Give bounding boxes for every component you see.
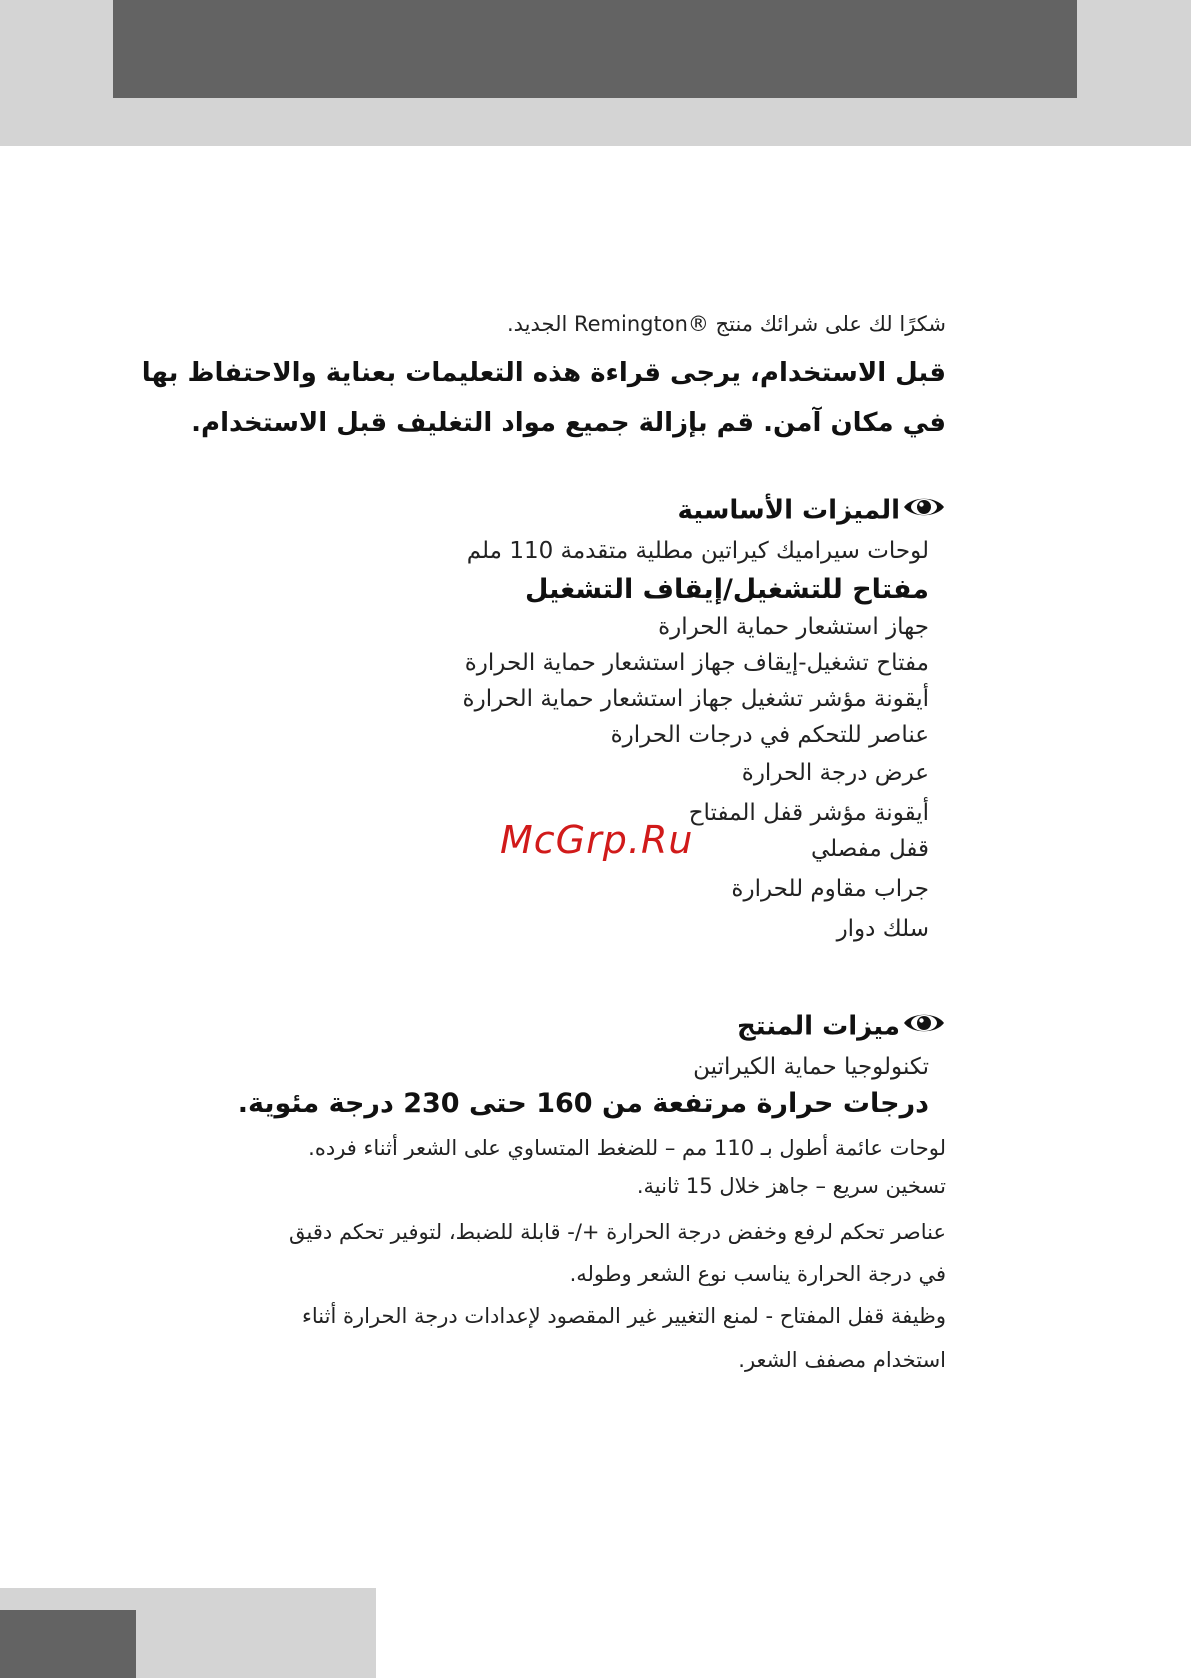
key-feature-item: أيقونة مؤشر تشغيل جهاز استشعار حماية الحرارة	[462, 686, 929, 712]
key-feature-item: جراب مقاوم للحرارة	[731, 876, 929, 902]
product-features-heading	[737, 1010, 946, 1044]
product-feature-item: درجات حرارة مرتفعة من 160 حتى 230 درجة مئوية.	[237, 1088, 929, 1119]
product-feature-paragraph: تسخين سريع – جاهز خلال 15 ثانية.	[636, 1174, 946, 1198]
key-feature-item: مفتاح تشغيل-إيقاف جهاز استشعار حماية الحرارة	[464, 650, 929, 676]
product-feature-paragraph: في درجة الحرارة يناسب نوع الشعر وطوله.	[569, 1262, 946, 1286]
footer-tab-dark	[0, 1610, 136, 1678]
product-feature-item: تكنولوجيا حماية الكيراتين	[693, 1054, 929, 1080]
instructions-line-2: في مكان آمن. قم بإزالة جميع مواد التغليف قبل الاستخدام.	[191, 408, 946, 438]
key-feature-item: لوحات سيراميك كيراتين مطلية متقدمة 110 ملم	[466, 538, 929, 564]
eye-icon	[902, 494, 946, 528]
key-feature-item: عناصر للتحكم في درجات الحرارة	[610, 722, 929, 748]
key-feature-item: سلك دوار	[836, 916, 929, 942]
key-features-heading	[677, 494, 946, 528]
product-feature-paragraph: استخدام مصفف الشعر.	[738, 1348, 946, 1372]
eye-icon	[902, 1010, 946, 1044]
key-feature-item: جهاز استشعار حماية الحرارة	[658, 614, 929, 640]
product-feature-paragraph: لوحات عائمة أطول بـ 110 مم – للضغط المتساوي على الشعر أثناء فرده.	[308, 1136, 946, 1160]
product-feature-paragraph: وظيفة قفل المفتاح - لمنع التغيير غير المقصود لإعدادات درجة الحرارة أثناء	[302, 1304, 946, 1328]
instructions-line-1: قبل الاستخدام، يرجى قراءة هذه التعليمات بعناية والاحتفاظ بها	[141, 358, 946, 388]
key-features-title: الميزات الأساسية	[677, 495, 900, 526]
key-feature-item: قفل مفصلي	[810, 836, 929, 862]
key-feature-item: أيقونة مؤشر قفل المفتاح	[688, 800, 929, 826]
key-feature-item: مفتاح للتشغيل/إيقاف التشغيل	[524, 574, 929, 605]
product-feature-paragraph: عناصر تحكم لرفع وخفض درجة الحرارة +/- قابلة للضبط، لتوفير تحكم دقيق	[289, 1220, 946, 1244]
thanks-line: شكرًا لك على شرائك منتج ®Remington الجديد.	[506, 312, 946, 336]
watermark: McGrp.Ru	[500, 818, 694, 862]
header-bar	[113, 0, 1077, 98]
key-feature-item: عرض درجة الحرارة	[741, 760, 929, 786]
product-features-title: ميزات المنتج	[736, 1011, 900, 1042]
